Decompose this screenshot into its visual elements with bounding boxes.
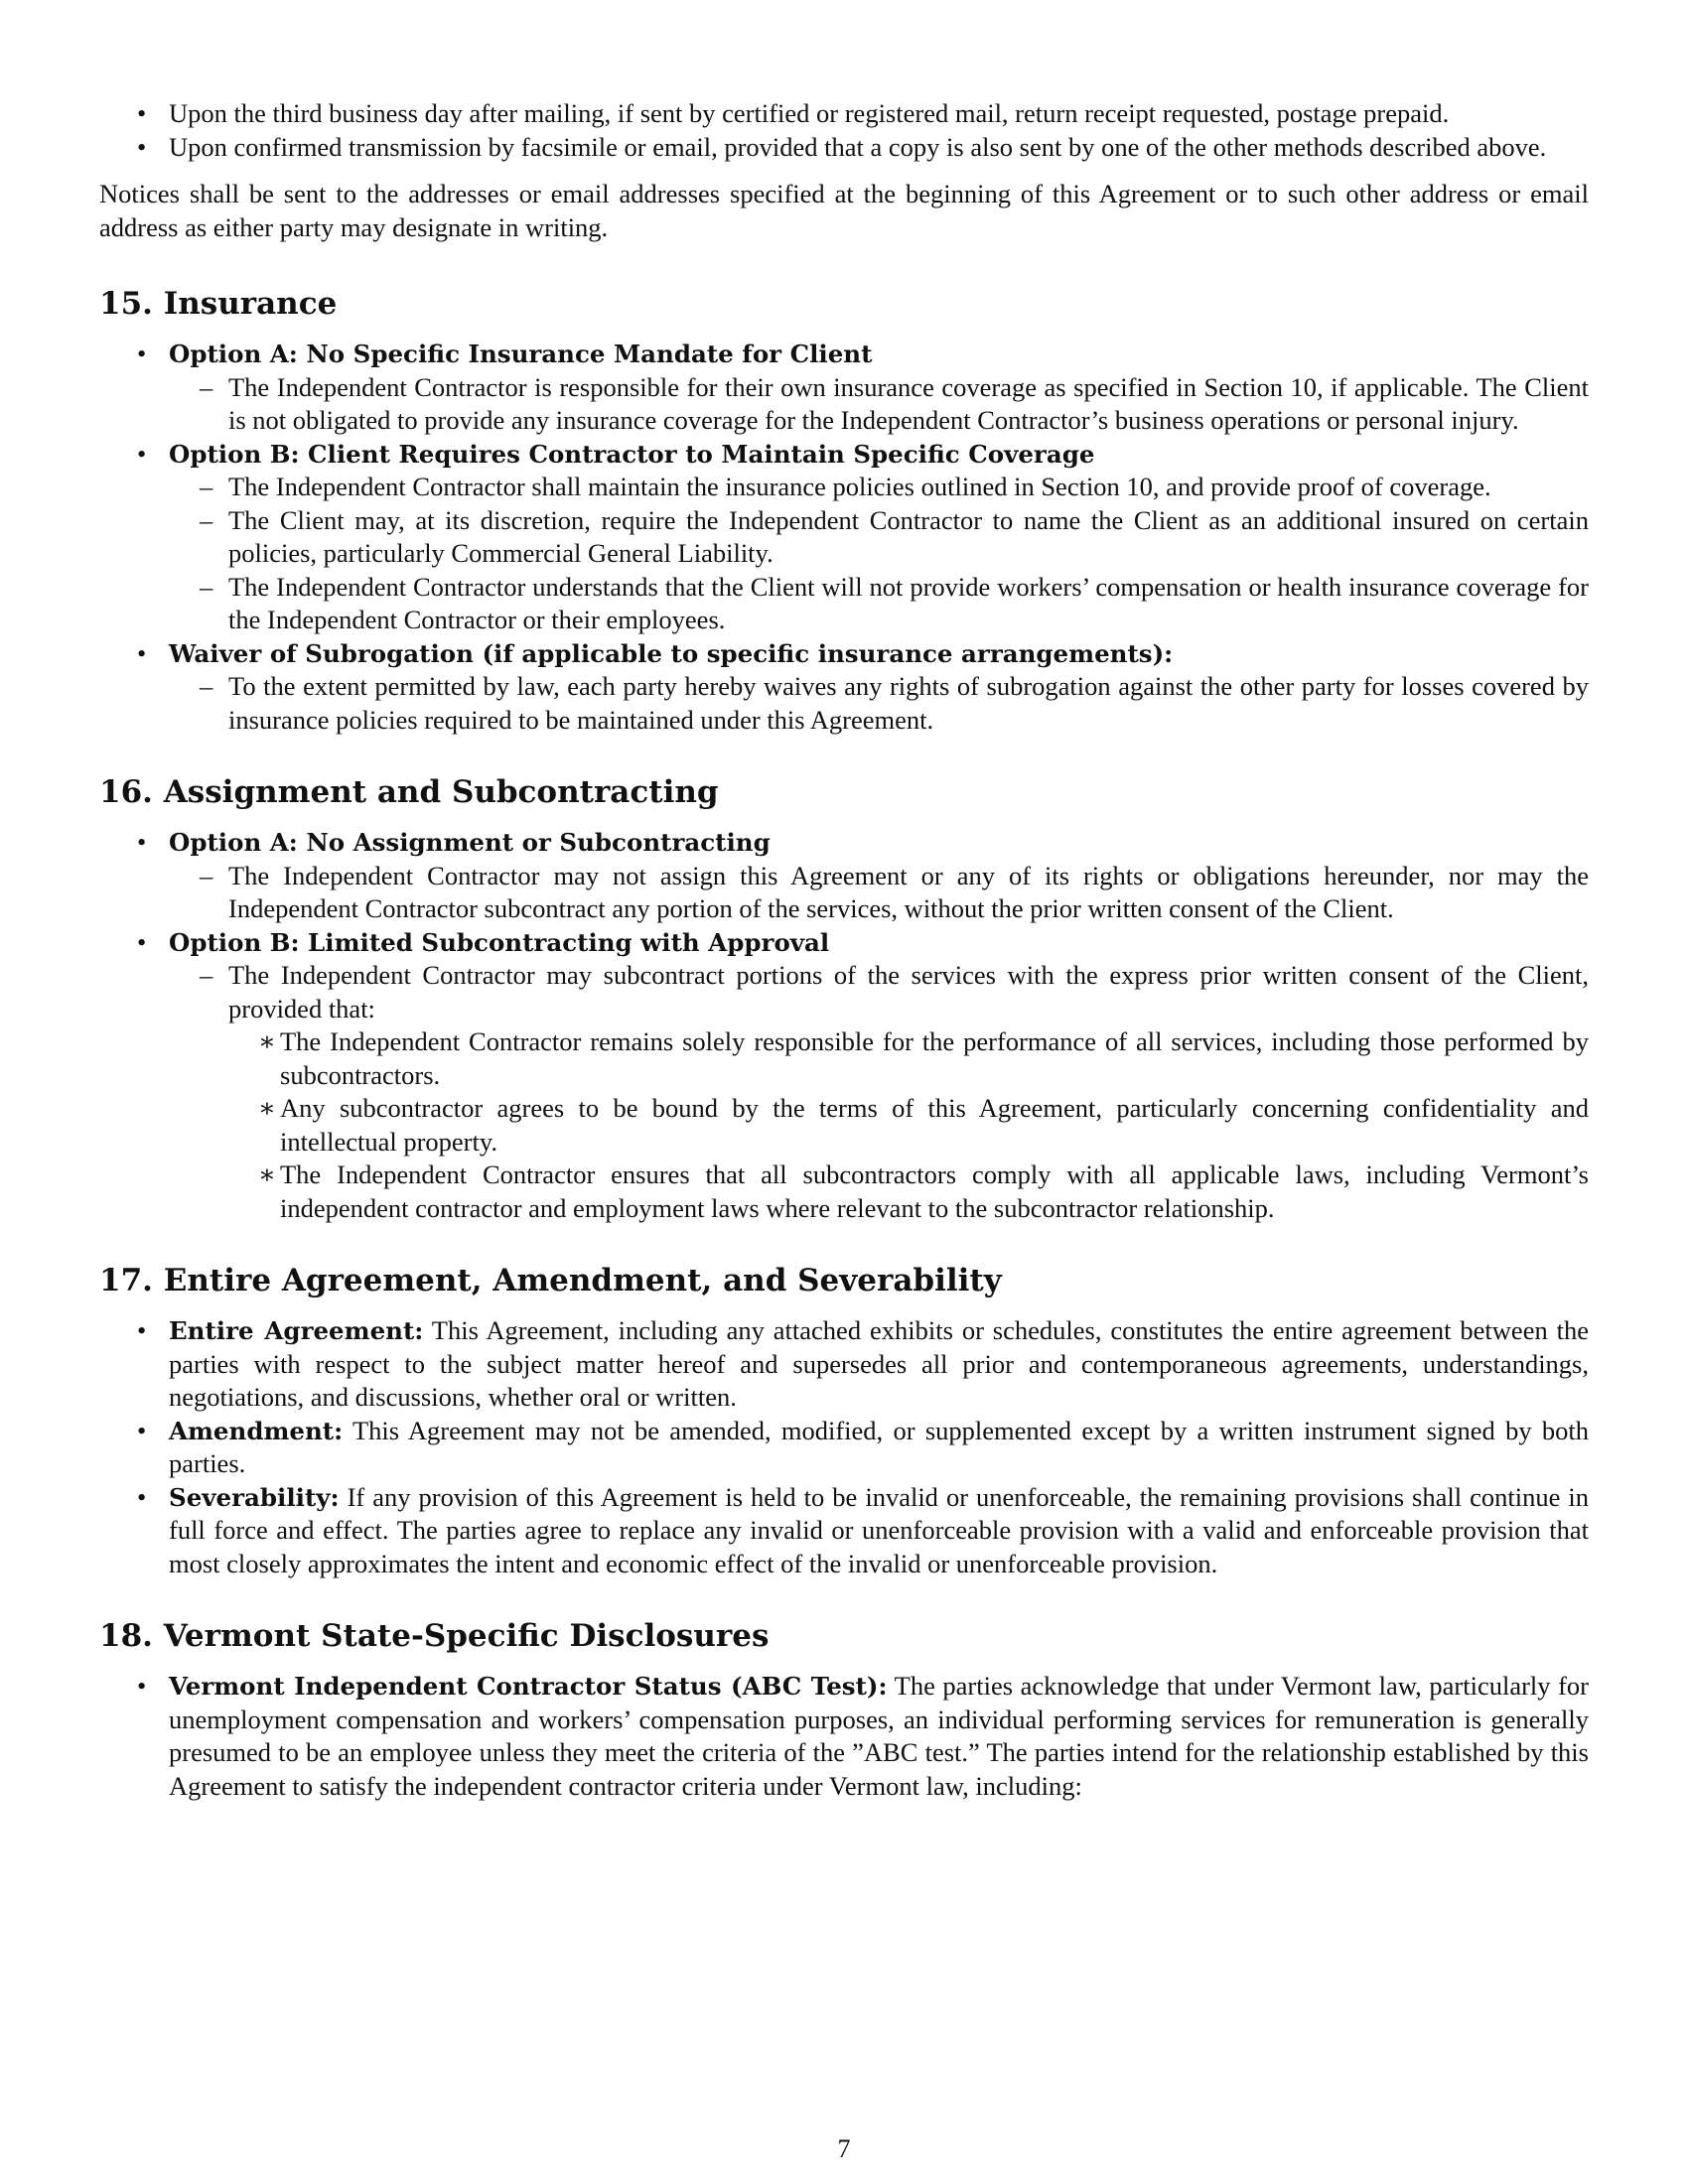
conditions-list (228, 1025, 1589, 1225)
term-label: Vermont Independent Contractor Status (ABC Test): (169, 1672, 888, 1701)
term-label: Amendment: (169, 1416, 344, 1445)
option-title: Option A: No Specific Insurance Mandate for Client (169, 340, 873, 368)
list-item (99, 1481, 1589, 1581)
option-title: Option A: No Assignment or Subcontracting (169, 828, 771, 857)
list-item (99, 438, 1589, 637)
term-text: The parties acknowledge that under Vermont law, particularly for unemployment compensation and workers’ compensation purposes, an individual performing services for remuneration is generally presumed to be an employee unless they meet the criteria of the ”ABC test.” The parties intend for the relationship established by this Agreement to satisfy the independent contractor criteria under Vermont law, including: (169, 1671, 1589, 1801)
sublist (169, 860, 1589, 926)
list-item: • Upon the third business day after mailing, if sent by certified or registered mail, return receipt requested, postage prepaid. (99, 97, 1589, 131)
sublist (169, 471, 1589, 637)
term-text: If any provision of this Agreement is held to be invalid or unenforceable, the remaining provisions shall continue in full force and effect. The parties agree to replace any invalid or unenforceable provision with a valid and enforceable provision that most closely approximates the intent and economic effect of the invalid or unenforceable provision. (169, 1481, 1589, 1578)
term-label: Entire Agreement: (169, 1316, 424, 1345)
list-item (169, 959, 1589, 1225)
document-page (99, 97, 1589, 1803)
option-title: Waiver of Subrogation (if applicable to specific insurance arrangements): (169, 638, 1174, 668)
notices-paragraph: Notices shall be sent to the addresses or email addresses specified at the beginning of this Agreement or to such other address or email address as either party may designate in writing. (99, 179, 1589, 242)
list-item (99, 338, 1589, 438)
list-item: – The Independent Contractor understands that the Client will not provide workers’ compensation or health insurance coverage for the Independent Contractor or their employees. (169, 571, 1589, 637)
insurance-options-list (99, 338, 1589, 737)
list-item (99, 1415, 1589, 1481)
list-item: ∗ The Independent Contractor remains solely responsible for the performance of all services, including those performed by subcontractors. (228, 1025, 1589, 1092)
term-text: This Agreement, including any attached exhibits or schedules, constitutes the entire agreement between the parties with respect to the subject matter hereof and supersedes all prior and contemporaneous agreements, understandings, negotiations, and discussions, whether oral or written. (169, 1315, 1589, 1412)
vermont-disclosures-list (99, 1670, 1589, 1803)
agreement-terms-list (99, 1314, 1589, 1580)
list-item (99, 926, 1589, 1226)
list-item: – The Independent Contractor may not assign this Agreement or any of its rights or obligations hereunder, nor may the Independent Contractor subcontract any portion of the services, without the prior written consent of the Client. (169, 860, 1589, 926)
sublist (169, 670, 1589, 737)
list-item: – The Independent Contractor is responsible for their own insurance coverage as specified in Section 10, if applicable. The Client is not obligated to provide any insurance coverage for the Independent Contractor’s business operations or personal injury. (169, 371, 1589, 438)
list-item (99, 637, 1589, 738)
option-title: Option B: Client Requires Contractor to Maintain Specific Coverage (169, 439, 1095, 469)
term-text: This Agreement may not be amended, modified, or supplemented except by a written instrument signed by both parties. (169, 1415, 1589, 1478)
option-title: Option B: Limited Subcontracting with Approval (169, 927, 830, 957)
subcontract-intro: The Independent Contractor may subcontract portions of the services with the express prior written consent of the Client, provided that: (228, 960, 1589, 1024)
list-item (99, 1314, 1589, 1415)
page-number: 7 (837, 2134, 851, 2163)
list-item: – The Independent Contractor shall maintain the insurance policies outlined in Section 10, and provide proof of coverage. (169, 471, 1589, 504)
section-heading-entire-agreement: 17. Entire Agreement, Amendment, and Severability (99, 1263, 1002, 1298)
sublist (169, 371, 1589, 438)
list-item: – The Client may, at its discretion, require the Independent Contractor to name the Client as an additional insured on certain policies, particularly Commercial General Liability. (169, 504, 1589, 571)
list-item: ∗ Any subcontractor agrees to be bound by the terms of this Agreement, particularly concerning confidentiality and intellectual property. (228, 1092, 1589, 1159)
section-heading-assignment: 16. Assignment and Subcontracting (99, 774, 719, 810)
list-item: ∗ The Independent Contractor ensures that all subcontractors comply with all applicable laws, including Vermont’s independent contractor and employment laws where relevant to the subcontractor relationship. (228, 1159, 1589, 1225)
section-heading-vermont-disclosures: 18. Vermont State-Specific Disclosures (99, 1618, 770, 1654)
sublist (169, 959, 1589, 1225)
assignment-options-list (99, 826, 1589, 1225)
list-item: – To the extent permitted by law, each party hereby waives any rights of subrogation against the other party for losses covered by insurance policies required to be maintained under this Agreement. (169, 670, 1589, 737)
section-heading-insurance: 15. Insurance (99, 286, 338, 322)
notice-methods-list (99, 97, 1589, 164)
term-label: Severability: (169, 1482, 340, 1512)
list-item (99, 826, 1589, 926)
list-item: • Upon confirmed transmission by facsimile or email, provided that a copy is also sent by one of the other methods described above. (99, 131, 1589, 165)
list-item (99, 1670, 1589, 1803)
